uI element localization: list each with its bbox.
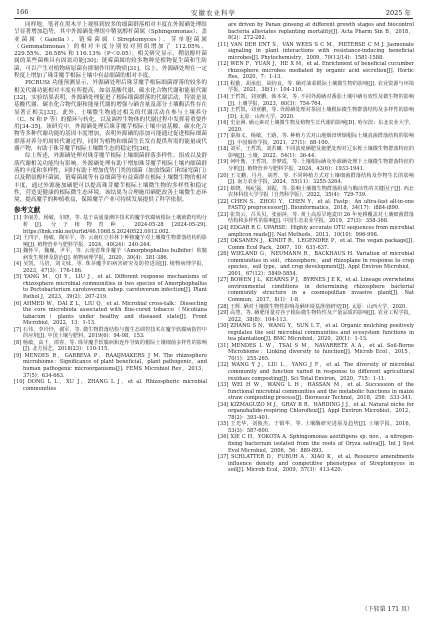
reference-list-right xyxy=(218,22,414,474)
publication-year: 2025 年 xyxy=(385,9,411,17)
journal-name: 安徽农业科学 xyxy=(191,9,236,17)
reference-item: [16] 史金洲. 硒元素对土壤微生物及植物生长代谢的影响[D]. 哈尔滨：东北农业大学，2020. xyxy=(218,120,414,133)
body-paragraph: PICRUSt 功能预测显示，外源硒处理后珠芽魔芋根际细菌群落的较多的相关代谢功能相对丰度有所提高，如氨基酸代谢、碳水化合物代谢和能量代谢[32]，实验结果表明，外源硒处理促进了根际细菌群落的代谢活动，特别是氨基酸代谢、碳水化合物代谢和能量代谢的增强与硒含量及部分土壤酶活性存在显著正相关[33]。此外，土壤微生物通过相关的代谢活动在参与土壤养分（C、N 和 P 等）的循环与转化、以及调控生物体的代谢过程中发挥着重要作用[34-35]。该研究中，外源硒处理后珠芽魔芋根际土壤中氨基酸、碳水化合物等多种代谢功能的基因丰度增加，表明外源硒的添加可能通过促进根际细菌群落对养分的周转代谢过程，同时为植物和细菌生长发育提供所需的能量或代谢产物，有助于珠芽魔芋根际土壤微生态的稳定性[36]。 xyxy=(14,80,207,153)
reference-item: [22] CHEN S，ZHOU Y，CHEN Y，et al. Fastp：An ultra-fast all-in-one FASTQ preprocessor[J]. Bioinformatics，2018，34(17)：i884-i890. xyxy=(218,198,414,212)
reference-item: [15] 王哲凯，刘亚鹏，等. 外源硒处理对茶园土壤根际微生物群落结构及多样性的影响[D]. 太原：山西大学，2020. xyxy=(218,107,414,120)
reference-item: [36] XIE C H，YOKOTA A. Sphingomonas azotifigens sp. nov.，a nitrogen-fixing bacterium isolated from the roots of Oryza sativa[J]. Int J Syst Evol Microbiol，2006，56：889-893. xyxy=(218,434,414,454)
reference-continuation: are driven by Panax ginseng at different growth stages and biocontrol bacteria alleviates replanting mortality[J]. Acta Pharm Sin B，2018，8(2)：272-282. xyxy=(228,22,414,42)
continued-note: （下转第 171 页） xyxy=(361,606,413,613)
reference-item: [20] 王文鹏，丹丹，胡哲，等. 不同种植方式对土壤细菌群落结构及作物生长的影响[J]. 南方农业学报，2024，55(11)：3255-3264. xyxy=(218,172,414,186)
page-header xyxy=(14,7,413,19)
reference-item: [26] WIELAND G，NEUMANN R，BACKHAUS H. Variation of microbial communities in soil，rhizosphere，and rhizoplane in response to crop species，soil type，and crop development[J]. Appl Environ Microbiol，2001，67(12)：5849-5854. xyxy=(218,251,414,277)
reference-item: [25] OKSANEN J，KINDT R，LEGENDRE P，et al. The vegan package[J]. Comm Ecol Pack，2007，10：631-637. xyxy=(218,238,414,251)
reference-item: [6] AHMED W，DAI Z L，LIU Q，et al. Microbial cross-talk：Dissecting the core microbiota associated with flue-cured tobacco（Nicotiana tabacum）plants under healthy and diseased state[J]. Front Microbiol，2022，13：1-13. xyxy=(14,300,207,327)
reference-item: [9] MENDES R，GARBEVA P，RAAIJMAKERS J M. The rhizosphere microbiome：Significance of plant beneficial，plant pathogenic，and human pathogenic microorganisms[J]. FEMS Microbiol Rev，2013，37(5)：634-663. xyxy=(14,352,207,379)
reference-item: [35] 王光华，刘俊杰，于镇华，等. 土壤酶研究进展及趋势[J]. 土壤学报，2016，53(3)：587-600. xyxy=(218,421,414,434)
reference-item: [1] 李丽芳，杨敏，尔晓，等. 基于高通量测序技术的魔芋软腐病根际土壤菌群结构分析[J]. 分子植物育种，2024-05-28 [2024-05-29]. https://link.cnki.net/urlid/46.1068.S.20240522.0912.002. xyxy=(14,215,207,235)
reference-item: [28] 王辉. 硒对土壤微生物性影响及硒环境基准值研究[D]. 太原：山西大学，2020. xyxy=(218,303,407,310)
reference-item: [10] DONG L L，XU J，ZHANG L J，et al. Rhizospheric microbial communities xyxy=(14,379,207,392)
reference-item: [12] WEN F，YUAN J，HE X M，et al. Enrichment of beneficial cucumber rhizosphere microbes mediated by organic acid secretion[J]. Hortic Res，2020，7：1-13. xyxy=(218,61,414,81)
reference-item: [24] EDGAR R C. UPARSE：Highly accurate OTU sequences from microbial amplicon reads[J]. Nat Methods，2013，10(10)：996-998. xyxy=(218,224,414,238)
reference-item: [11] VAN DER ENT S，VAN WEES S C M，PIETERSE C M J. Jasmonate signaling in plant interactions with resistance-inducing beneficial microbes[J]. Phytochemistry，2009，70(13/14)：1581-1588. xyxy=(218,41,414,61)
reference-item: [21] 蔡晓，杨纪磊，刘振，等. 影响土壤微生物群落组成与酶活性的关键因子[J]. 西北农林科技大学学报（自然科学版），2022，35(4)：729-739. xyxy=(218,185,414,199)
reference-item: [14] 王哲凯，刘亚鹏，韩本荣，等. 不同外源硒对番茄土壤中硒有效性及微生物的影响[J]. 土壤学报，2023，60(3)：754-764. xyxy=(218,94,414,107)
reference-item: [2] 王四宇，杨敏，陶军平，等. 云南红豆杉林下种植魔芋对土壤微生物群落结构的影响[J]. 植物营养与肥料学报，2024，40(24)：240-244. xyxy=(14,235,207,248)
reference-item: [7] 石伟，李玲玲，谢军，等. 微生物群落结构与微生态调控技术在魔芋软腐病防控中的应用[J]. 中国土壤与肥料，2019(6)：94-98，153. xyxy=(14,326,207,340)
body-paragraph: 综上所述，外源硒处理对珠芽魔芋根际土壤细菌群落多样性、组成以及群落代谢相关功能均有影响。外源硒处理有助于增加珠芽魔芋根际土壤内细菌群落的丰度和多样性，同时有助于增加优势门类的细菌（如放线菌门和绿弯菌门）以及鞘氨醇杆菌属、链霉菌属等有益细菌等有益菌群在根际土壤微生物的相对丰度，通过外源施加硒肥可以提高珠芽魔芋根际土壤微生物的多样性和稳定性，营造更健康的根际微生态环境。该结果为合理施用硒肥改善土壤微生态环境，提高魔芋的种植收益，保障魔芋产业可持续发展提供了科学依据。 xyxy=(14,153,207,204)
reference-item: [34] KIZMAGUZO M J，GRAY B R，HARDING J J，et al. Natural niche for organohalide-respiring Chloroflexi[J]. Appl Environ Microbiol，2012，78(2)：393-401. xyxy=(218,401,414,421)
reference-item: [17] 秦海义，杨敏，王路，等. 种植方式对山地烟田烤烟根际土壤真菌群落结构的影响[J]. 中国烟草学报，2021，27(1)：88-100. xyxy=(218,133,414,146)
reference-item: [27] BOWEN J L，KEARNS P J，BYRNES J E K，et al. Lineage overwhelms environmental conditions in determining rhizosphere bacterial community structure in a cosmopolitan invasive plant[J]. Nat Commun，2017，8(1)：1-8. xyxy=(218,277,414,303)
reference-item: [5] YANG M，QI Y，LIU J，et al. Different response mechanisms of rhizosphere microbial communities in two species of Amorphophallus to Pectobacterium carotovorum subsp. carotovorum infection[J]. Plant Pathol J，2023，39(2)：207-219. xyxy=(14,274,207,300)
reference-item: [8] 杨敏，高千，谭春，等. 珠芽魔芋软腐病和连作导致的根际土壤细菌多样性的影响[J]. 北方园艺，2018(23)：110-115. xyxy=(14,339,207,353)
reference-item: [18] 刘军，王哲凯，刘若曦. 不同浓度硒肥及施肥处理对辽东栎土壤微生物群落特征的影响[J]. 土壤，2022，54(1)：36-44. xyxy=(218,146,414,159)
reference-item: [29] 高慧，等. 硒肥用量对谷子根际微生物特性及产量品质的影响[J]. 农业工程学报，2022，38(8)：104-113. xyxy=(218,310,414,323)
reference-list-left xyxy=(14,215,207,392)
reference-item: [37] SCHLATTER D，FUBUH A，XIAO K，et al. Resource amendments influence density and competitive phenotypes of Streptomyces in soil[J]. Microb Ecol，2009，57(3)：413-420. xyxy=(218,454,414,474)
reference-item: [32] WANG Y J，LIU L，YANG J F，et al. The diversity of microbial community and function varied in response to different agricultural residues composting[J]. Sci Total Environ，2020，715：1-11. xyxy=(218,362,414,382)
reference-item: [30] ZHANG S N，WANG Y，SUN L T，et al. Organic mulching positively regulates the soil microbial communities and ecosystem functions in tea plantation[J]. BMC Microbiol，2020，20(1)：1-13. xyxy=(218,323,414,343)
reference-item: [4] 吴凯，马培，刘文妹，等. 珠芽魔芋的病害研究及防控进展[J]. 植物病理学报，2023，47(3)：176-186. xyxy=(14,261,207,274)
reference-item: [23] 张贵云，吕贝贝，张丽萍，等. 黄土高原旱地麦田 26 年免耕覆盖对土壤细菌群落结构和多样性的影响[J]. 中国生态农业学报，2019，27(3)：358-368. xyxy=(218,211,414,225)
reference-item: [31] MENDES L W，TSAI S M，NAVARRETE A A，et al. Soil-Borne Microbiome：Linking diversity to function[J]. Microb Ecol，2015，70(1)：255-265. xyxy=(218,342,414,362)
reference-item: [13] 程勤，胡承彪，胡钧良，等. 硒对油菜根际土壤微生物的影响[J]. 农业资源与环境学报，2021，38(1)：104-110. xyxy=(218,80,414,94)
body-paragraph: 同样地，笔者在黑木平上观察到较多的细菌群落相对丰度在外源硒处理组呈显著增加趋势，其中外源硒处理组中鞘氨醇杆菌属（Sphingomonas）、盖亚菌属（Gaiella）、链霉菌属（Streptomyces）、芽单胞菌属（Gemmatimonas）的相对丰度分别较对照组增加了 112.05%、229.55%、26.58% 和 116.13%（P＜0.05）。相关研究显示，鞘氨醇杆菌属的某些菌株具有固氮功能[30]；链霉菌属的较多物种是植物促生菌和生防菌，可以产生对植物病原菌有抑制作用的物质[31]。综上，外源硒处理在一定程度上增加了珠芽魔芋根际土壤中有益细菌的相对丰度。 xyxy=(14,22,207,80)
reference-item: [33] WEI H W，WANG L H，HASSAN M，et al. Succession of the functional microbial communities and the metabolic functions in maize straw composting process[J]. Bioresour Technol，2018，256：333-341. xyxy=(218,382,414,402)
left-column xyxy=(14,22,207,392)
reference-item: [3] 魏怀平，魏巍，尹平，等. 云南省珠芽魔芋（Amorphophallus bulbifer）软腐病发生规律及防治[J]. 植物病理学报，2020，30(4)：381-386. xyxy=(14,248,207,261)
right-column xyxy=(218,22,414,474)
page-number: 166 xyxy=(16,8,29,16)
reference-item: [19] 何叶衡，王哲凯，李梦霞，等. 土壤根际硒及外源硒处理下土壤微生物群落特征的分析[J]. 植物营养与肥料学报，2024，43(6)：1933-1941. xyxy=(218,159,414,173)
references-heading: 参考文献 xyxy=(14,206,41,215)
